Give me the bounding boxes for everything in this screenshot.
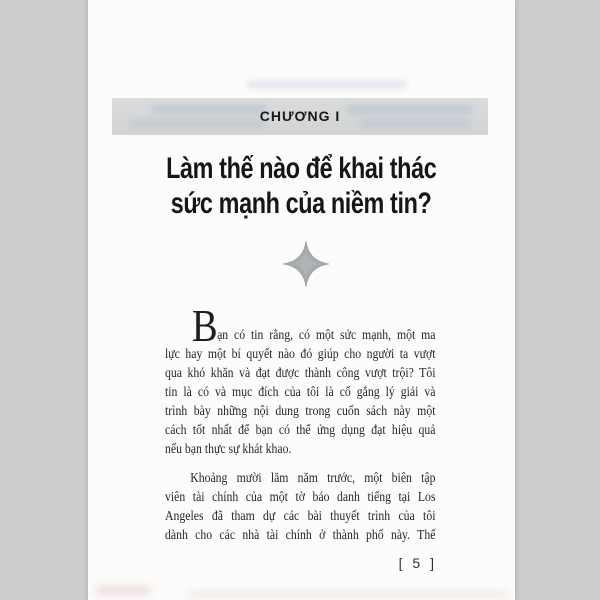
four-point-star-icon: [282, 240, 330, 288]
paragraph-2-line: Khoảng mười lăm năm trước, một biên tập: [190, 471, 436, 486]
paragraph-1-line: ạn có tin rằng, có một sức mạnh, một ma: [217, 328, 436, 343]
paragraph-2-line: Angeles đã tham dự các bài thuyết trình của tôi: [165, 509, 436, 524]
chapter-label: CHƯƠNG I: [259, 108, 341, 124]
paragraph-2-line: viên tài chính của một tờ báo danh tiếng tại Los: [165, 490, 436, 505]
paragraph-2-line: dành cho các nhà tài chính ở thành phố này. Thế: [165, 528, 436, 543]
chapter-title-line1: Làm thế nào để khai thác: [166, 152, 437, 185]
paragraph-1-line: tin là có và mục đích của tôi là cố gắng lý giải và: [165, 385, 436, 400]
chapter-header-bar: [112, 98, 488, 135]
bleed-through-bottom-2: [188, 591, 508, 598]
body-text: [165, 300, 436, 545]
chapter-title: [88, 151, 515, 221]
paragraph-1-line: trình bày những nội dung trong cuốn sách này một: [165, 404, 436, 419]
paragraph-1: [165, 300, 436, 459]
book-page: [88, 0, 515, 600]
paragraph-1-line: cách tốt nhất để bạn có thể ứng dụng đạt hiệu quả: [165, 423, 436, 438]
paragraph-1-line: lực hay một bí quyết nào đó giúp cho người ta vượt: [165, 347, 436, 362]
drop-cap: B: [191, 300, 218, 351]
four-point-star-svg: [282, 240, 330, 288]
chapter-title-line2: sức mạnh của niềm tin?: [171, 187, 432, 220]
bleed-through-above-bar: [247, 80, 407, 89]
paragraph-1-line: nếu bạn thực sự khát khao.: [165, 442, 292, 457]
paragraph-1-line: qua khó khăn và đạt được thành công vượt trội? Tôi: [165, 366, 436, 381]
bleed-through-bottom-1: [96, 586, 151, 595]
page-number: [ 5 ]: [398, 555, 437, 571]
paragraph-2: [165, 469, 435, 545]
